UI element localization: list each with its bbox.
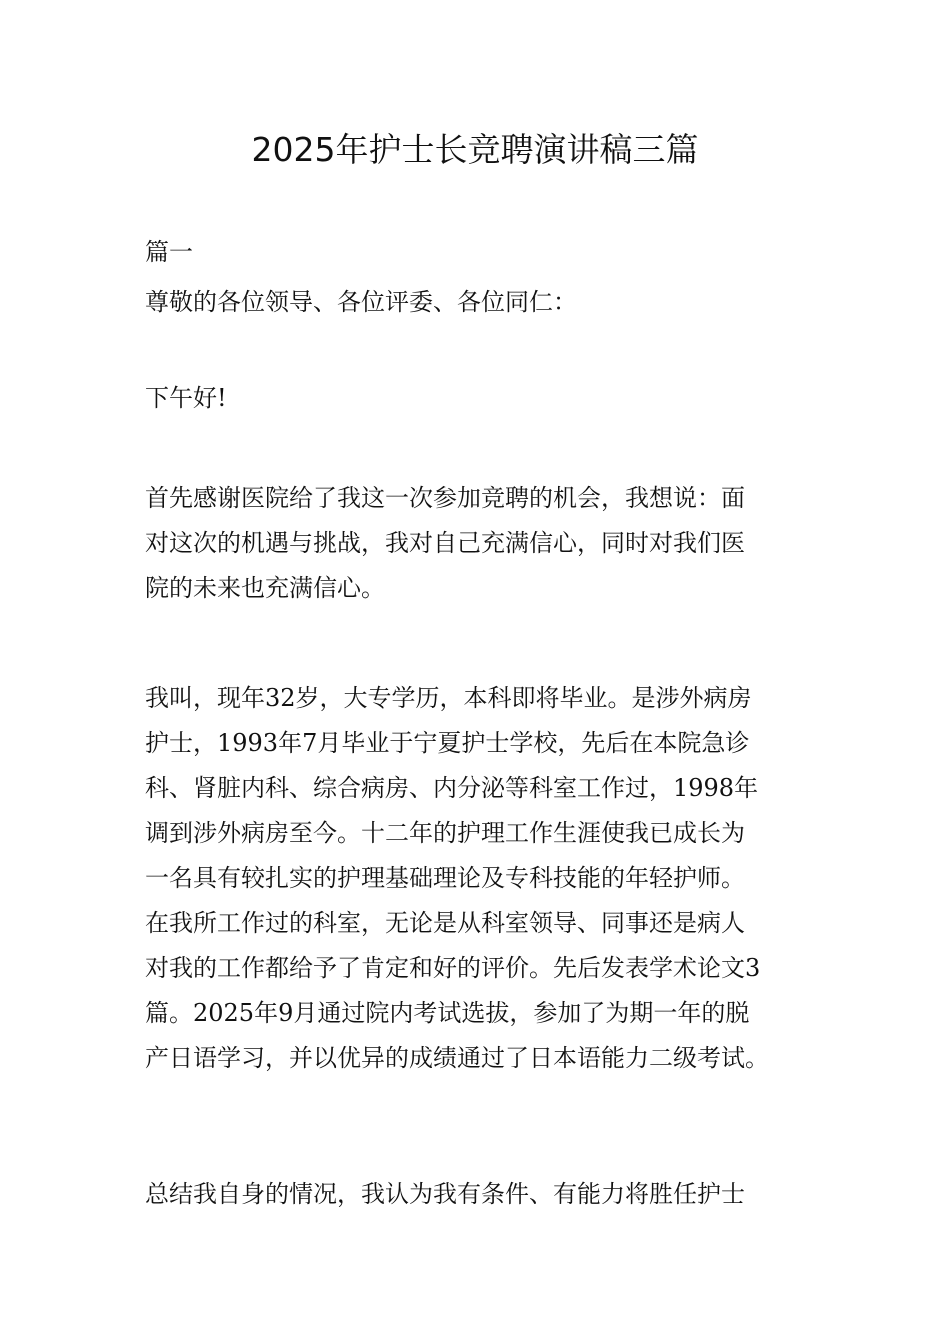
paragraph-line: 对我的工作都给予了肯定和好的评价。先后发表学术论文3 xyxy=(145,954,761,982)
paragraph-line: 产日语学习，并以优异的成绩通过了日本语能力二级考试。 xyxy=(145,1044,769,1072)
paragraph-line: 护士，1993年7月毕业于宁夏护士学校，先后在本院急诊 xyxy=(145,729,750,757)
paragraph-2 xyxy=(145,676,810,1081)
paragraph-line: 在我所工作过的科室，无论是从科室领导、同事还是病人 xyxy=(145,909,745,937)
paragraph-line: 一名具有较扎实的护理基础理论及专科技能的年轻护师。 xyxy=(145,864,745,892)
paragraph-line: 总结我自身的情况，我认为我有条件、有能力将胜任护士 xyxy=(145,1180,745,1208)
salutation xyxy=(145,280,810,325)
paragraph-3 xyxy=(145,1172,810,1217)
paragraph-line: 院的未来也充满信心。 xyxy=(145,574,385,602)
paragraph-line: 调到涉外病房至今。十二年的护理工作生涯使我已成长为 xyxy=(145,819,745,847)
salutation-text: 尊敬的各位领导、各位评委、各位同仁： xyxy=(145,288,577,316)
section-label xyxy=(145,230,810,275)
paragraph-line: 首先感谢医院给了我这一次参加竞聘的机会，我想说：面 xyxy=(145,484,745,512)
paragraph-line: 科、肾脏内科、综合病房、内分泌等科室工作过，1998年 xyxy=(145,774,759,802)
greeting-text: 下午好! xyxy=(145,384,227,412)
greeting xyxy=(145,376,810,421)
page-title: 2025年护士长竞聘演讲稿三篇 xyxy=(251,130,699,169)
paragraph-line: 对这次的机遇与挑战，我对自己充满信心，同时对我们医 xyxy=(145,529,745,557)
paragraph-line: 我叫，现年32岁，大专学历，本科即将毕业。是涉外病房 xyxy=(145,684,752,712)
paragraph-line: 篇。2025年9月通过院内考试选拔，参加了为期一年的脱 xyxy=(145,999,750,1027)
section-label-text: 篇一 xyxy=(145,238,193,266)
paragraph-1 xyxy=(145,476,810,611)
